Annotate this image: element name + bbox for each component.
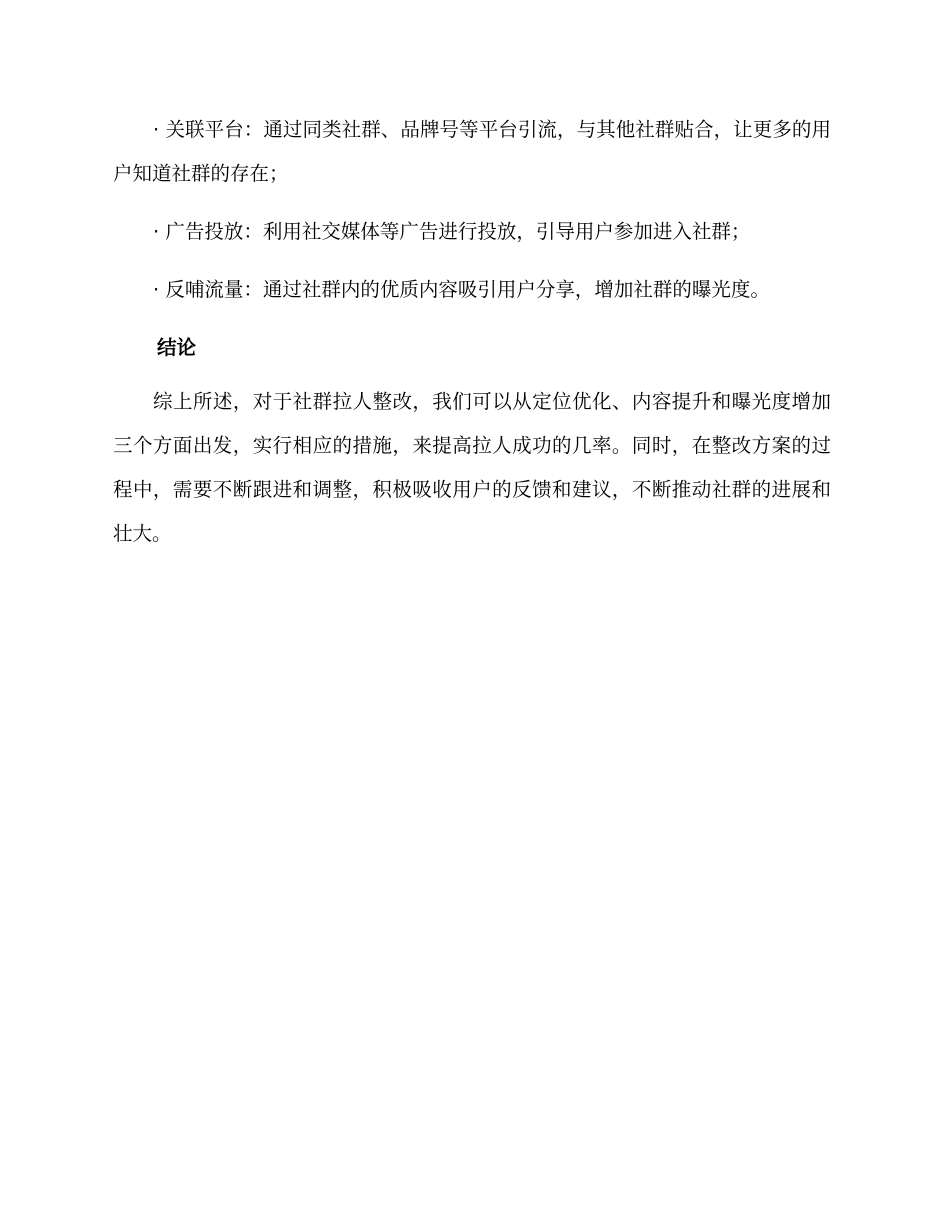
- bullet-related-platforms: · 关联平台：通过同类社群、品牌号等平台引流，与其他社群贴合，让更多的用户知道社群的存在；: [113, 118, 831, 185]
- conclusion-paragraph: 综上所述，对于社群拉人整改，我们可以从定位优化、内容提升和曝光度增加三个方面出发，实行相应的措施，来提高拉人成功的几率。同时，在整改方案的过程中，需要不断跟进和调整，积极吸收用户的反馈和建议，不断推动社群的进展和壮大。: [113, 390, 831, 545]
- document-body: [113, 108, 831, 556]
- conclusion-heading: 结论: [157, 336, 197, 359]
- bullet-traffic-feedback: · 反哺流量：通过社群内的优质内容吸引用户分享，增加社群的曝光度。: [153, 278, 770, 301]
- bullet-ad-placement: · 广告投放：利用社交媒体等广告进行投放，引导用户参加进入社群；: [153, 220, 751, 243]
